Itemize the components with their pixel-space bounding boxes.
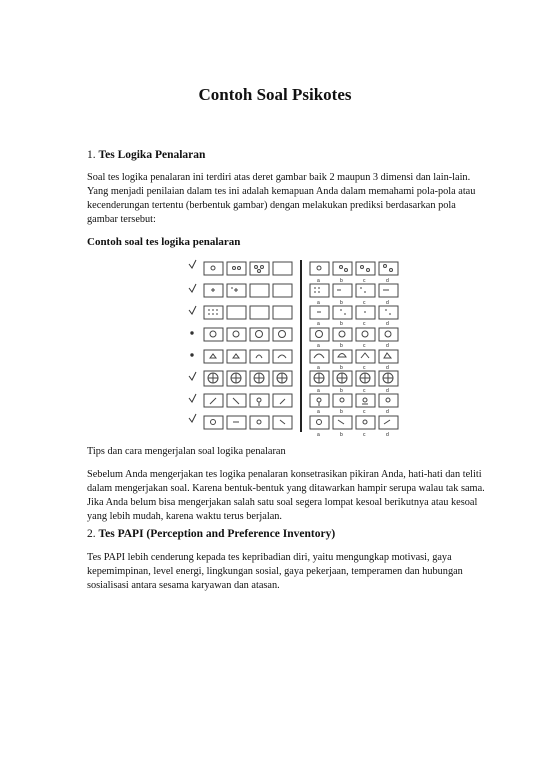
answer-label-c: c: [363, 300, 366, 306]
section-2-heading: [87, 528, 335, 540]
answer-label-c: c: [363, 409, 366, 415]
section-1-title: Tes Logika Penalaran: [98, 149, 206, 161]
answer-label-a: a: [317, 321, 320, 327]
answer-label-c: c: [363, 432, 366, 438]
answer-label-d: d: [386, 365, 389, 371]
answer-letter-rows: [317, 278, 389, 438]
section-1-paragraph-2: Sebelum Anda mengerjakan tes logika penalaran konsetrasikan pikiran Anda, hati-hati dan teliti dalam mengerjakan soal. Karena bentuk-bentuk yang ditawarkan hampir serupa walau tak sama. Jika Anda belum bisa mengerjakan salah satu soal segera lompat kesoal berikutnya atau kesoal yang lebih mudah, karena waktu terus berjalan.: [87, 469, 485, 522]
answer-label-c: c: [363, 321, 366, 327]
section-2-title: Tes PAPI (Perception and Preference Inventory): [98, 528, 336, 540]
section-1-number: 1.: [87, 149, 96, 161]
example-subheading: Contoh soal tes logika penalaran: [87, 236, 241, 248]
answer-label-b: b: [340, 321, 343, 327]
page-title: Contoh Soal Psikotes: [198, 85, 352, 104]
answer-label-b: b: [340, 278, 343, 284]
answer-label-b: b: [340, 365, 343, 371]
section-2-paragraph: Tes PAPI lebih cenderung kepada tes kepribadian diri, yaitu mengungkap motivasi, gaya kepemimpinan, level energi, lingkungan sosial, gaya pekerjaan, temperamen dan hubungan sosialisasi antara sesama karyawan dan atasan.: [87, 552, 463, 591]
answer-label-a: a: [317, 300, 320, 306]
figure-caption: Tips dan cara mengerjalan soal logika penalaran: [87, 446, 286, 457]
answer-label-d: d: [386, 409, 389, 415]
answer-options: [310, 262, 398, 429]
section-1-heading: [87, 149, 205, 161]
answer-label-a: a: [317, 409, 320, 415]
answer-label-b: b: [340, 432, 343, 438]
answer-label-d: d: [386, 432, 389, 438]
answer-label-a: a: [317, 432, 320, 438]
answer-label-b: b: [340, 300, 343, 306]
answer-label-c: c: [363, 343, 366, 349]
section-2-number: 2.: [87, 528, 96, 540]
answer-label-d: d: [386, 300, 389, 306]
answer-label-c: c: [363, 365, 366, 371]
answer-label-d: d: [386, 321, 389, 327]
question-rows: [204, 262, 292, 429]
logic-reasoning-figure: [186, 258, 406, 440]
answer-label-b: b: [340, 343, 343, 349]
answer-label-a: a: [317, 343, 320, 349]
answer-label-d: d: [386, 278, 389, 284]
answer-label-a: a: [317, 388, 320, 394]
answer-label-c: c: [363, 278, 366, 284]
answer-label-a: a: [317, 365, 320, 371]
answer-label-c: c: [363, 388, 366, 394]
answer-label-b: b: [340, 388, 343, 394]
answer-label-a: a: [317, 278, 320, 284]
answer-label-b: b: [340, 409, 343, 415]
figure-checkmarks: [189, 260, 196, 422]
section-1-paragraph: Soal tes logika penalaran ini terdiri atas deret gambar baik 2 maupun 3 dimensi dan lain-lain. Yang menjadi penilaian dalam tes ini adalah kemapuan Anda dalam memahami pola-pola atau kecenderungan tertentu (berbentuk gambar) dengan melakukan prediksi berdasarkan pola gambar tersebut:: [87, 172, 476, 225]
answer-label-d: d: [386, 388, 389, 394]
answer-label-d: d: [386, 343, 389, 349]
